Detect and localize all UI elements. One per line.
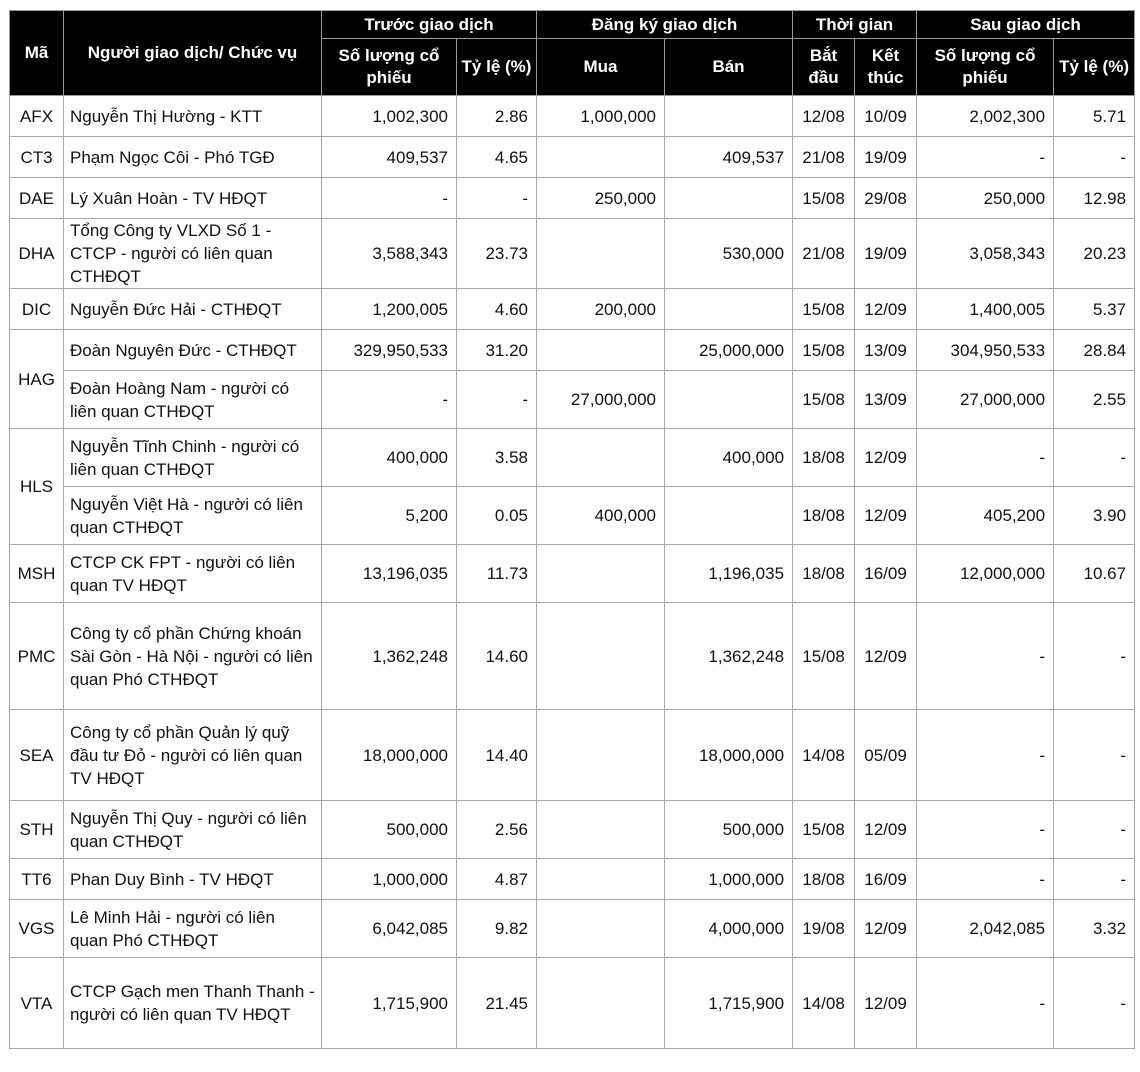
sell-cell: 25,000,000 [665, 330, 793, 371]
header-end: Kết thúc [855, 39, 917, 96]
transaction-person: Công ty cổ phần Quản lý quỹ đầu tư Đỏ - người có liên quan TV HĐQT [64, 710, 322, 801]
sell-cell: 1,000,000 [665, 859, 793, 900]
buy-cell [537, 859, 665, 900]
before-ratio-cell: 4.65 [457, 137, 537, 178]
table-row [10, 289, 1135, 330]
header-code: Mã [10, 11, 64, 96]
start-date-cell: 18/08 [793, 859, 855, 900]
stock-code: VGS [10, 900, 64, 958]
before-ratio-cell: 0.05 [457, 487, 537, 545]
header-sell: Bán [665, 39, 793, 96]
stock-code: TT6 [10, 859, 64, 900]
stock-code: DHA [10, 219, 64, 289]
table-row [10, 429, 1135, 487]
header-after-shares: Số lượng cổ phiếu [917, 39, 1054, 96]
end-date-cell: 12/09 [855, 603, 917, 710]
end-date-cell: 12/09 [855, 958, 917, 1049]
after-ratio-cell: - [1054, 958, 1135, 1049]
after-shares-cell: 2,042,085 [917, 900, 1054, 958]
table-row [10, 710, 1135, 801]
start-date-cell: 14/08 [793, 958, 855, 1049]
stock-code: AFX [10, 96, 64, 137]
after-shares-cell: - [917, 603, 1054, 710]
start-date-cell: 15/08 [793, 371, 855, 429]
transaction-person: Đoàn Nguyên Đức - CTHĐQT [64, 330, 322, 371]
end-date-cell: 16/09 [855, 859, 917, 900]
before-shares-cell: 1,000,000 [322, 859, 457, 900]
start-date-cell: 15/08 [793, 330, 855, 371]
sell-cell [665, 178, 793, 219]
before-ratio-cell: 4.87 [457, 859, 537, 900]
buy-cell [537, 137, 665, 178]
end-date-cell: 12/09 [855, 487, 917, 545]
end-date-cell: 13/09 [855, 371, 917, 429]
after-shares-cell: 250,000 [917, 178, 1054, 219]
after-ratio-cell: 5.71 [1054, 96, 1135, 137]
buy-cell [537, 900, 665, 958]
header-time: Thời gian [793, 11, 917, 39]
after-shares-cell: 12,000,000 [917, 545, 1054, 603]
stock-code: HLS [10, 429, 64, 545]
stock-code: HAG [10, 330, 64, 429]
after-ratio-cell: 12.98 [1054, 178, 1135, 219]
after-ratio-cell: - [1054, 603, 1135, 710]
header-start: Bắt đầu [793, 39, 855, 96]
sell-cell: 500,000 [665, 801, 793, 859]
start-date-cell: 15/08 [793, 178, 855, 219]
after-shares-cell: - [917, 958, 1054, 1049]
sell-cell [665, 371, 793, 429]
end-date-cell: 05/09 [855, 710, 917, 801]
transaction-person: Lý Xuân Hoàn - TV HĐQT [64, 178, 322, 219]
header-after-ratio: Tỷ lệ (%) [1054, 39, 1135, 96]
transaction-person: Đoàn Hoàng Nam - người có liên quan CTHĐQT [64, 371, 322, 429]
start-date-cell: 15/08 [793, 289, 855, 330]
after-ratio-cell: 10.67 [1054, 545, 1135, 603]
before-ratio-cell: 14.40 [457, 710, 537, 801]
after-shares-cell: 27,000,000 [917, 371, 1054, 429]
before-ratio-cell: - [457, 371, 537, 429]
buy-cell: 200,000 [537, 289, 665, 330]
before-shares-cell: 409,537 [322, 137, 457, 178]
end-date-cell: 12/09 [855, 900, 917, 958]
start-date-cell: 18/08 [793, 429, 855, 487]
after-ratio-cell: - [1054, 429, 1135, 487]
before-shares-cell: 18,000,000 [322, 710, 457, 801]
start-date-cell: 15/08 [793, 603, 855, 710]
before-shares-cell: 400,000 [322, 429, 457, 487]
after-ratio-cell: - [1054, 801, 1135, 859]
transaction-person: Công ty cổ phần Chứng khoán Sài Gòn - Hà Nội - người có liên quan Phó CTHĐQT [64, 603, 322, 710]
stock-code: VTA [10, 958, 64, 1049]
after-shares-cell: - [917, 429, 1054, 487]
transaction-person: Phan Duy Bình - TV HĐQT [64, 859, 322, 900]
sell-cell: 1,362,248 [665, 603, 793, 710]
before-ratio-cell: 23.73 [457, 219, 537, 289]
after-shares-cell: 2,002,300 [917, 96, 1054, 137]
header-before: Trước giao dịch [322, 11, 537, 39]
table-row [10, 900, 1135, 958]
table-row [10, 371, 1135, 429]
start-date-cell: 12/08 [793, 96, 855, 137]
end-date-cell: 19/09 [855, 137, 917, 178]
table-row [10, 178, 1135, 219]
buy-cell: 27,000,000 [537, 371, 665, 429]
after-shares-cell: 405,200 [917, 487, 1054, 545]
before-ratio-cell: 3.58 [457, 429, 537, 487]
after-ratio-cell: 20.23 [1054, 219, 1135, 289]
buy-cell [537, 710, 665, 801]
table-row [10, 487, 1135, 545]
sell-cell [665, 96, 793, 137]
before-ratio-cell: 21.45 [457, 958, 537, 1049]
buy-cell [537, 330, 665, 371]
start-date-cell: 19/08 [793, 900, 855, 958]
after-ratio-cell: - [1054, 710, 1135, 801]
before-shares-cell: 1,362,248 [322, 603, 457, 710]
before-shares-cell: 1,200,005 [322, 289, 457, 330]
start-date-cell: 21/08 [793, 137, 855, 178]
before-shares-cell: 1,002,300 [322, 96, 457, 137]
table-body [10, 96, 1135, 1049]
end-date-cell: 29/08 [855, 178, 917, 219]
before-shares-cell: 500,000 [322, 801, 457, 859]
table-row [10, 96, 1135, 137]
stock-code: SEA [10, 710, 64, 801]
table-header [10, 11, 1135, 96]
sell-cell [665, 289, 793, 330]
before-ratio-cell: 11.73 [457, 545, 537, 603]
end-date-cell: 12/09 [855, 801, 917, 859]
end-date-cell: 16/09 [855, 545, 917, 603]
start-date-cell: 18/08 [793, 545, 855, 603]
after-shares-cell: 1,400,005 [917, 289, 1054, 330]
before-shares-cell: 329,950,533 [322, 330, 457, 371]
before-shares-cell: 3,588,343 [322, 219, 457, 289]
after-shares-cell: - [917, 859, 1054, 900]
before-ratio-cell: 31.20 [457, 330, 537, 371]
transaction-person: Nguyễn Thị Quy - người có liên quan CTHĐQT [64, 801, 322, 859]
start-date-cell: 18/08 [793, 487, 855, 545]
buy-cell [537, 429, 665, 487]
table-row [10, 801, 1135, 859]
after-ratio-cell: 2.55 [1054, 371, 1135, 429]
transaction-person: Nguyễn Thị Hường - KTT [64, 96, 322, 137]
after-ratio-cell: - [1054, 859, 1135, 900]
insider-transactions-table [9, 10, 1135, 1049]
before-ratio-cell: - [457, 178, 537, 219]
sell-cell: 18,000,000 [665, 710, 793, 801]
sell-cell: 530,000 [665, 219, 793, 289]
before-ratio-cell: 2.56 [457, 801, 537, 859]
end-date-cell: 13/09 [855, 330, 917, 371]
sell-cell: 1,715,900 [665, 958, 793, 1049]
end-date-cell: 12/09 [855, 429, 917, 487]
header-register: Đăng ký giao dịch [537, 11, 793, 39]
end-date-cell: 10/09 [855, 96, 917, 137]
after-shares-cell: 3,058,343 [917, 219, 1054, 289]
after-ratio-cell: 28.84 [1054, 330, 1135, 371]
sell-cell: 4,000,000 [665, 900, 793, 958]
before-shares-cell: 6,042,085 [322, 900, 457, 958]
before-shares-cell: 5,200 [322, 487, 457, 545]
buy-cell [537, 545, 665, 603]
buy-cell [537, 801, 665, 859]
after-ratio-cell: - [1054, 137, 1135, 178]
header-before-ratio: Tỷ lệ (%) [457, 39, 537, 96]
stock-code: PMC [10, 603, 64, 710]
before-ratio-cell: 2.86 [457, 96, 537, 137]
buy-cell [537, 958, 665, 1049]
before-ratio-cell: 9.82 [457, 900, 537, 958]
after-shares-cell: 304,950,533 [917, 330, 1054, 371]
start-date-cell: 14/08 [793, 710, 855, 801]
stock-code: STH [10, 801, 64, 859]
before-shares-cell: 1,715,900 [322, 958, 457, 1049]
buy-cell: 1,000,000 [537, 96, 665, 137]
buy-cell [537, 603, 665, 710]
table-row [10, 545, 1135, 603]
stock-code: MSH [10, 545, 64, 603]
transaction-person: Nguyễn Việt Hà - người có liên quan CTHĐQT [64, 487, 322, 545]
table-row [10, 958, 1135, 1049]
table-row [10, 137, 1135, 178]
end-date-cell: 19/09 [855, 219, 917, 289]
start-date-cell: 15/08 [793, 801, 855, 859]
transaction-person: Lê Minh Hải - người có liên quan Phó CTHĐQT [64, 900, 322, 958]
header-person: Người giao dịch/ Chức vụ [64, 11, 322, 96]
sell-cell: 1,196,035 [665, 545, 793, 603]
after-shares-cell: - [917, 137, 1054, 178]
table-row [10, 330, 1135, 371]
buy-cell: 250,000 [537, 178, 665, 219]
after-shares-cell: - [917, 710, 1054, 801]
buy-cell: 400,000 [537, 487, 665, 545]
after-ratio-cell: 3.32 [1054, 900, 1135, 958]
stock-code: CT3 [10, 137, 64, 178]
table-row [10, 219, 1135, 289]
after-ratio-cell: 5.37 [1054, 289, 1135, 330]
end-date-cell: 12/09 [855, 289, 917, 330]
transaction-person: Nguyễn Tĩnh Chinh - người có liên quan CTHĐQT [64, 429, 322, 487]
transaction-person: CTCP Gạch men Thanh Thanh - người có liên quan TV HĐQT [64, 958, 322, 1049]
stock-code: DAE [10, 178, 64, 219]
before-ratio-cell: 4.60 [457, 289, 537, 330]
table-row [10, 859, 1135, 900]
sell-cell: 409,537 [665, 137, 793, 178]
before-shares-cell: - [322, 371, 457, 429]
header-buy: Mua [537, 39, 665, 96]
buy-cell [537, 219, 665, 289]
sell-cell: 400,000 [665, 429, 793, 487]
transaction-person: Phạm Ngọc Côi - Phó TGĐ [64, 137, 322, 178]
stock-code: DIC [10, 289, 64, 330]
transaction-person: CTCP CK FPT - người có liên quan TV HĐQT [64, 545, 322, 603]
start-date-cell: 21/08 [793, 219, 855, 289]
before-shares-cell: 13,196,035 [322, 545, 457, 603]
before-ratio-cell: 14.60 [457, 603, 537, 710]
before-shares-cell: - [322, 178, 457, 219]
header-after: Sau giao dịch [917, 11, 1135, 39]
transaction-person: Nguyễn Đức Hải - CTHĐQT [64, 289, 322, 330]
sell-cell [665, 487, 793, 545]
header-before-shares: Số lượng cổ phiếu [322, 39, 457, 96]
table-row [10, 603, 1135, 710]
after-ratio-cell: 3.90 [1054, 487, 1135, 545]
after-shares-cell: - [917, 801, 1054, 859]
transaction-person: Tổng Công ty VLXD Số 1 - CTCP - người có liên quan CTHĐQT [64, 219, 322, 289]
